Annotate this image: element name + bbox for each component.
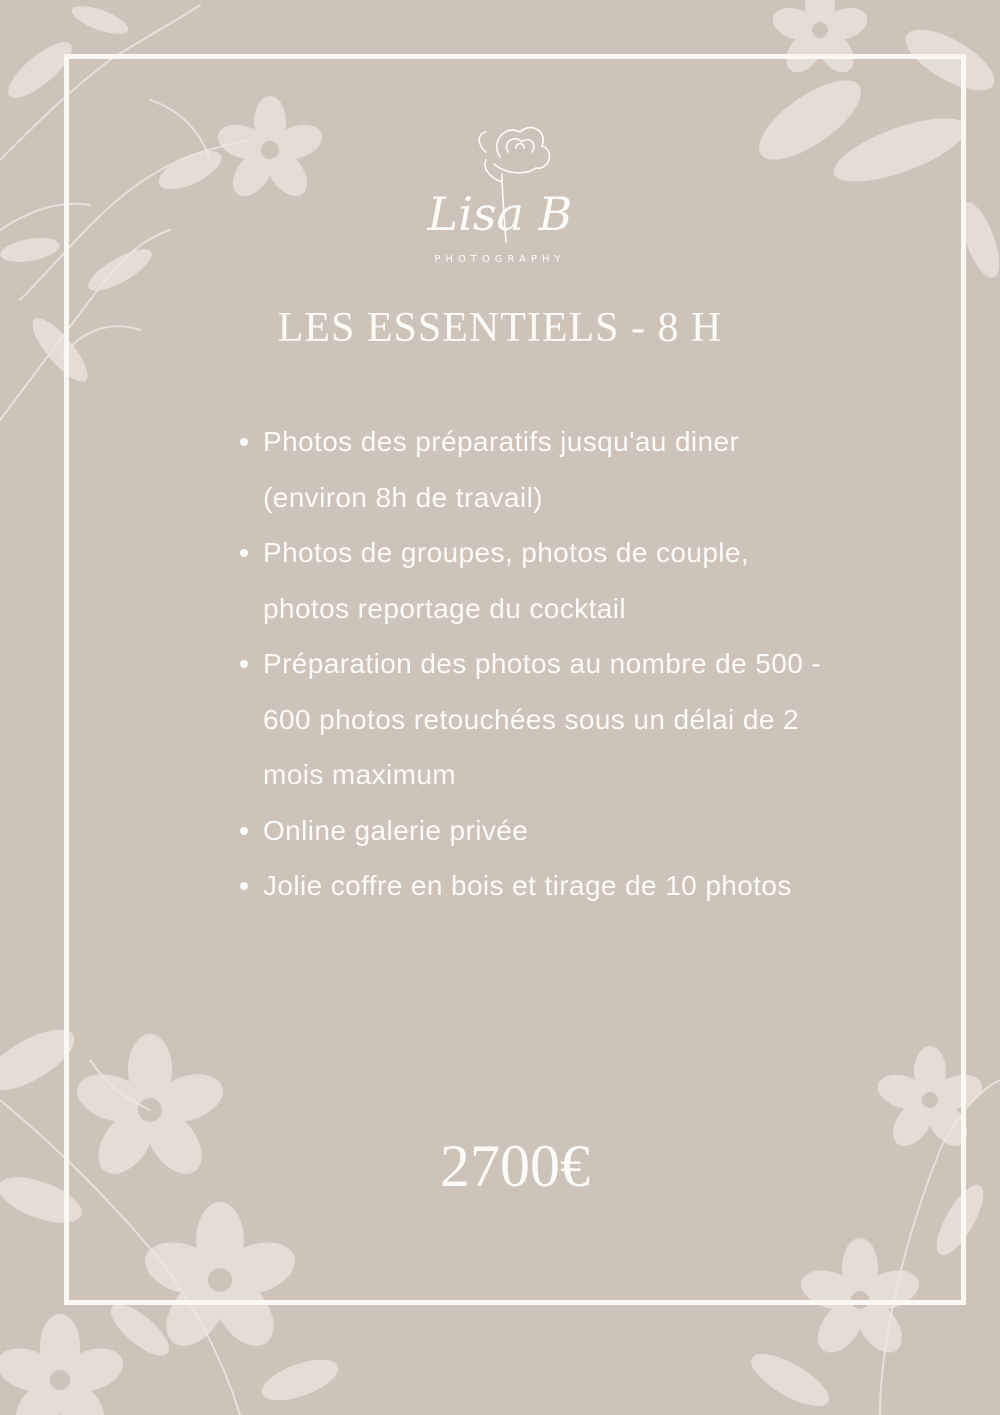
- bullet-icon: [240, 549, 248, 557]
- feature-text: Jolie coffre en bois et tirage de 10 photos: [263, 870, 792, 901]
- feature-text: Préparation des photos au nombre de 500 - 600 photos retouchées sous un délai de 2 mois maximum: [263, 648, 822, 790]
- feature-text: Photos des préparatifs jusqu'au diner (environ 8h de travail): [263, 426, 740, 513]
- feature-text: Photos de groupes, photos de couple, photos reportage du cocktail: [263, 537, 750, 624]
- brand-tagline: PHOTOGRAPHY: [434, 254, 566, 265]
- peony-flower-icon: [390, 112, 610, 272]
- brand-name: Lisa B: [427, 187, 573, 241]
- bullet-icon: [240, 882, 248, 890]
- list-item: [263, 525, 843, 636]
- package-title: LES ESSENTIELS - 8 H: [277, 305, 723, 351]
- list-item: [263, 414, 843, 525]
- bullet-icon: [240, 827, 248, 835]
- list-item: [263, 858, 843, 914]
- price: 2700€: [440, 1133, 590, 1199]
- feature-text: Online galerie privée: [263, 814, 529, 846]
- features-list: [263, 414, 843, 914]
- bullet-icon: [240, 438, 248, 446]
- brand-logo: [390, 112, 610, 272]
- list-item: [263, 636, 843, 803]
- list-item: [263, 803, 843, 859]
- bullet-icon: [240, 660, 248, 668]
